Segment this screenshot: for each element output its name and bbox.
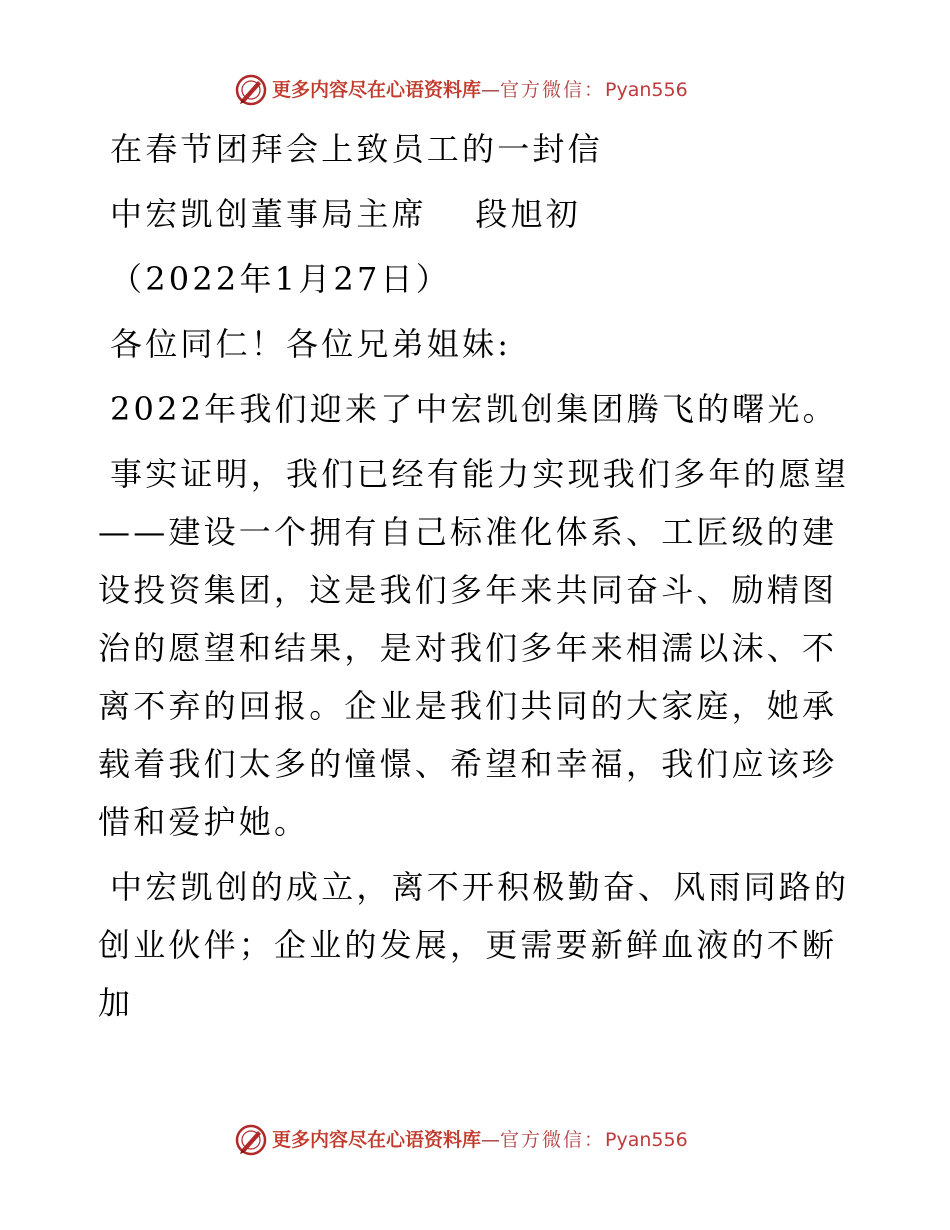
header-banner [0, 70, 950, 110]
document-salutation: 各位同仁！各位兄弟姐妹: [110, 325, 512, 363]
banner-wechat-id: Pyan556 [605, 1129, 688, 1151]
pen-logo-icon [234, 1123, 268, 1157]
banner-slogan: 更多内容尽在心语资料库 [272, 79, 482, 101]
paragraph-3: 中宏凯创的成立，离不开积极勤奋、风雨同路的创业伙伴；企业的发展，更需要新鲜血液的不断加 [98, 868, 850, 1022]
banner-dash: — [481, 1129, 501, 1151]
document-title: 在春节团拜会上致员工的一封信 [110, 130, 603, 168]
paragraph-1: 2022年我们迎来了中宏凯创集团腾飞的曙光。 [110, 390, 838, 428]
banner-slogan: 更多内容尽在心语资料库 [272, 1129, 482, 1151]
banner-dash: — [481, 79, 501, 101]
document-date: （2022年1月27日） [110, 260, 451, 298]
document-body [98, 120, 858, 1039]
pen-logo-icon [234, 73, 268, 107]
banner-wechat-label: 官方微信： [500, 1129, 606, 1151]
banner-wechat-label: 官方微信： [500, 79, 606, 101]
paragraph-2: 事实证明，我们已经有能力实现我们多年的愿望——建设一个拥有自己标准化体系、工匠级的建设投资集团，这是我们多年来共同奋斗、励精图治的愿望和结果，是对我们多年来相濡以沫、不离不弃的回报。企业是我们共同的大家庭，她承载着我们太多的憧憬、希望和幸福，我们应该珍惜和爱护她。 [98, 455, 850, 841]
banner-text [272, 70, 688, 110]
footer-banner [0, 1120, 950, 1160]
document-author: 中宏凯创董事局主席 段旭初 [110, 195, 581, 233]
banner-text [272, 1120, 688, 1160]
banner-wechat-id: Pyan556 [605, 79, 688, 101]
